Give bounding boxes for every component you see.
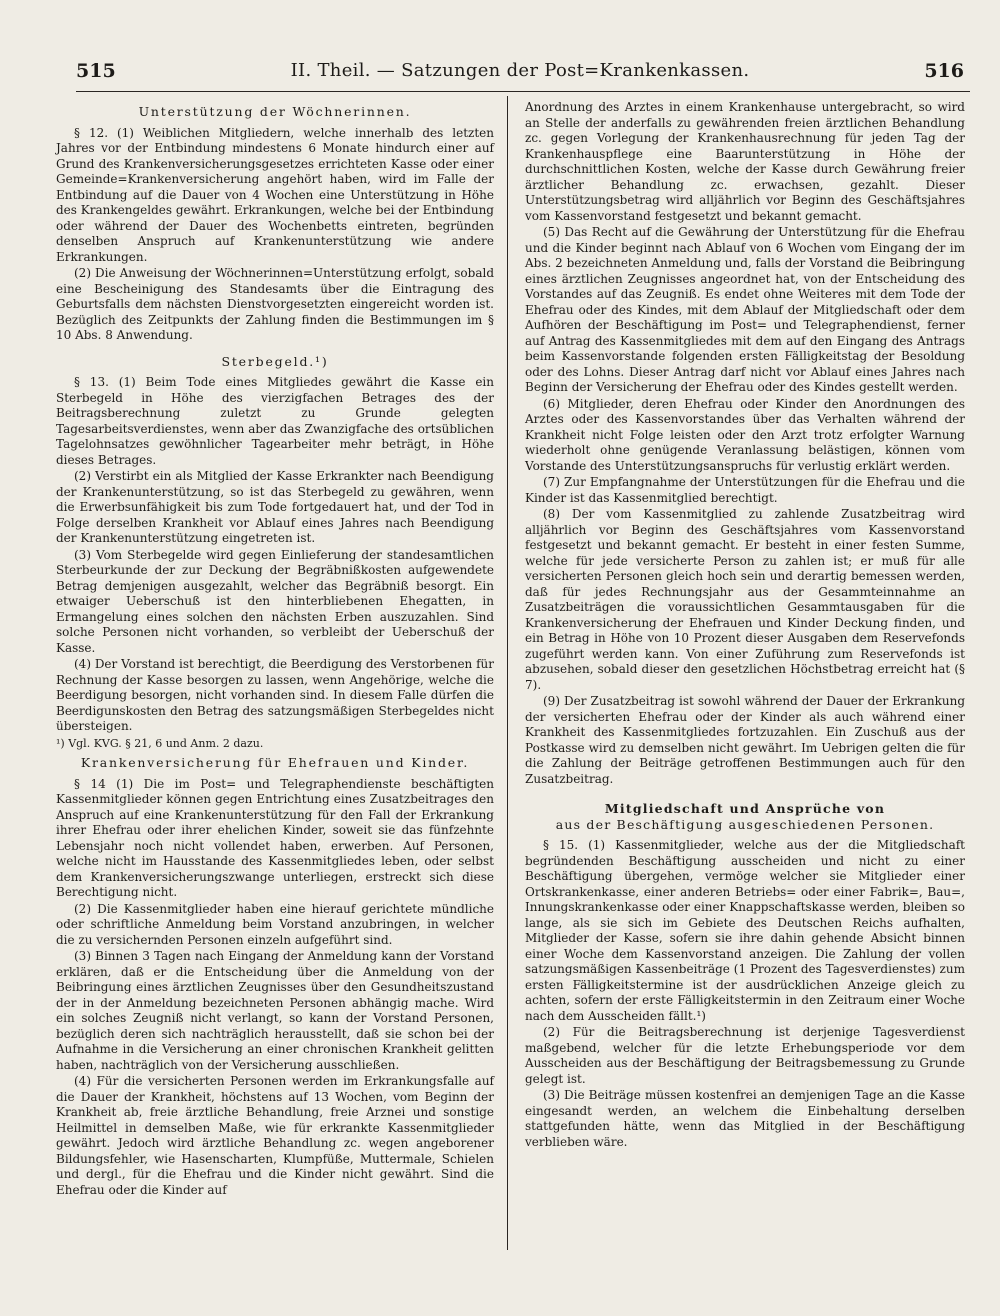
- right-column: [525, 100, 965, 1150]
- paragraph-12-2: (2) Die Anweisung der Wöchnerinnen=Unterstützung erfolgt, sobald eine Bescheinigung des Standesamts über die Eintragung des Geburtsfalls dem nächsten Dienstvorgesetzten eingereicht worden ist. Bezüglich des Zeitpunkts der Zahlung finden die Bestimmungen im § 10 Abs. 8 Anwendung.: [56, 266, 494, 342]
- section-heading-sterbegeld: Sterbegeld.¹): [221, 353, 329, 369]
- section-heading-mitgliedschaft-line2: aus der Beschäftigung ausgeschiedenen Personen.: [555, 816, 935, 832]
- paragraph-14-8: (8) Der vom Kassenmitglied zu zahlende Zusatzbeitrag wird alljährlich vor Beginn des Geschäftsjahres vom Kassenvorstand festgesetzt und bekannt gemacht. Er besteht in einer festen Summe, welche für jede versicherte Person zu zahlen ist; er muß für alle versicherten Personen gleich hoch sein und derartig bemessen werden, daß für jedes Rechnungsjahr aus der Gesammteinnahme an Zusatzbeiträgen die voraussichtlichen Gesammtausgaben für die Krankenversicherung der Ehefrauen und Kinder Deckung finden, und ein Betrag in Höhe von 10 Prozent dieser Ausgaben dem Reservefonds zugeführt werden kann. Von einer Zuführung zum Reservefonds ist abzusehen, sobald dieser den gesetzlichen Höchstbetrag erreicht hat (§ 7).: [525, 507, 965, 692]
- section-heading-mitgliedschaft: Mitgliedschaft und Ansprüche von: [604, 801, 886, 816]
- paragraph-12-1: § 12. (1) Weiblichen Mitgliedern, welche innerhalb des letzten Jahres vor der Entbindung mindestens 6 Monate hindurch einer auf Grund des Krankenversicherungsgesetzes errichteten Kasse oder einer Gemeinde=Krankenversicherung angehört haben, wird im Falle der Entbindung auf die Dauer von 4 Wochen eine Unterstützung in Höhe des Krankengeldes gewährt. Erkrankungen, welche bei der Entbindung oder während der Dauer des Wochenbetts eintreten, begründen denselben Anspruch auf Krankenunterstützung wie andere Erkrankungen.: [56, 125, 494, 264]
- section-heading-krankenversicherung: Krankenversicherung für Ehefrauen und Kinder.: [80, 755, 470, 770]
- running-header: [76, 56, 964, 88]
- paragraph-14-7: (7) Zur Empfangnahme der Unterstützungen für die Ehefrau und die Kinder ist das Kassenmitglied berechtigt.: [525, 475, 965, 505]
- paragraph-14-4: (4) Für die versicherten Personen werden im Erkrankungsfalle auf die Dauer der Krankheit, höchstens auf 13 Wochen, vom Beginn der Krankheit ab, freie ärztliche Behandlung, freie Arznei und sonstige Heilmittel in demselben Maße, wie für erkrankte Kassenmitglieder gewährt. Jedoch wird ärztliche Behandlung zc. wegen angeborener Bildungsfehler, wie Hasenscharten, Klumpfüße, Muttermale, Schielen und dergl., für die Ehefrau und die Kinder nicht gewährt. Sind die Ehefrau oder die Kinder auf: [56, 1074, 494, 1197]
- footnote: ¹) Vgl. KVG. § 21, 6 und Anm. 2 dazu.: [56, 736, 264, 750]
- paragraph-14-9: (9) Der Zusatzbeitrag ist sowohl während der Dauer der Erkrankung der versicherten Ehefrau oder der Kinder als auch während einer Krankheit des Kassenmitgliedes fortzuzahlen. Ein Zuschuß aus der Postkasse wird zu demselben nicht gewährt. Im Uebrigen gelten die für die Zahlung der Beiträge getroffenen Bestimmungen auch für den Zusatzbeitrag.: [525, 694, 965, 786]
- page-number-right: 516: [924, 60, 964, 82]
- paragraph-14-5: (5) Das Recht auf die Gewährung der Unterstützung für die Ehefrau und die Kinder beginnt nach Ablauf von 6 Wochen vom Eingang der im Abs. 2 bezeichneten Anmeldung und, falls der Vorstand die Beibringung eines ärztlichen Zeugnisses angeordnet hat, von der Entscheidung des Vorstandes auf das Zeugniß. Es endet ohne Weiteres mit dem Tode der Ehefrau oder des Kindes, mit dem Ablauf der Mitgliedschaft oder dem Aufhören der Beschäftigung im Post= und Telegraphendienst, ferner auf Antrag des Kassenmitgliedes mit dem auf den Eingang des Antrags beim Kassenvorstande folgenden ersten Fälligkeitstag der Besoldung oder des Lohns. Dieser Antrag darf nicht vor Ablauf eines Jahres nach Beginn der Versicherung der Ehefrau oder des Kindes gestellt werden.: [525, 225, 965, 394]
- paragraph-13-3: (3) Vom Sterbegelde wird gegen Einlieferung der standesamtlichen Sterbeurkunde der zur Deckung der Begräbnißkosten aufgewendete Betrag demjenigen ausgezahlt, welcher das Begräbniß besorgt. Ein etwaiger Ueberschuß ist den hinterbliebenen Ehegatten, in Ermangelung eines solchen den nächsten Erben auszuzahlen. Sind solche Personen nicht vorhanden, so verbleibt der Ueberschuß der Kasse.: [56, 547, 494, 655]
- paragraph-14-1: § 14 (1) Die im Post= und Telegraphendienste beschäftigten Kassenmitglieder können gegen Entrichtung eines Zusatzbeitrages den Anspruch auf eine Krankenunterstützung für den Fall der Erkrankung ihrer Ehefrau oder ihrer ehelichen Kinder, soweit sie das fünfzehnte Lebensjahr noch nicht vollendet haben, erwerben. Auf Personen, welche nicht im Hausstande des Kassenmitgliedes leben, oder selbst dem Krankenversicherungszwange unterliegen, erstreckt sich diese Berechtigung nicht.: [56, 776, 494, 899]
- paragraph-14-3: (3) Binnen 3 Tagen nach Eingang der Anmeldung kann der Vorstand erklären, daß er die Entscheidung über die Anmeldung von der Beibringung eines ärztlichen Zeugnisses über den Gesundheitszustand der in der Anmeldung bezeichneten Personen abhängig mache. Wird ein solches Zeugniß nicht verlangt, so kann der Vorstand Personen, bezüglich deren sich nachträglich herausstellt, daß sie schon bei der Aufnahme in die Versicherung an einer chronischen Krankheit gelitten haben, nachträglich von der Versicherung ausschließen.: [56, 949, 494, 1072]
- paragraph-15-2: (2) Für die Beitragsberechnung ist derjenige Tagesverdienst maßgebend, welcher für die letzte Erhebungsperiode vor dem Ausscheiden aus der Beschäftigung der Beitragsbemessung zu Grunde gelegt ist.: [525, 1025, 965, 1086]
- paragraph-14-2: (2) Die Kassenmitglieder haben eine hierauf gerichtete mündliche oder schriftliche Anmeldung beim Vorstand anzubringen, in welcher die zu versichernden Personen einzeln aufgeführt sind.: [56, 901, 494, 947]
- section-heading-woechnerinnen: Unterstützung der Wöchnerinnen.: [138, 104, 412, 119]
- paragraph-15-1: § 15. (1) Kassenmitglieder, welche aus der die Mitgliedschaft begründenden Beschäftigung ausscheiden und nicht zu einer Beschäftigung übergehen, vermöge welcher sie Mitglieder einer Ortskrankenkasse, einer anderen Betriebs= oder einer Fabrik=, Bau=, Innungskrankenkasse oder einer Knappschaftskasse werden, bleiben so lange, als sie sich im Gebiete des Deutschen Reichs aufhalten, Mitglieder der Kasse, sofern sie ihre dahin gehende Absicht binnen einer Woche dem Kassenvorstand anzeigen. Die Zahlung der vollen satzungsmäßigen Kassenbeiträge (1 Prozent des Tagesverdienstes) zum ersten Fälligkeitstermine ist der ausdrücklichen Anzeige gleich zu achten, sofern der erste Fälligkeitstermin in den Zeitraum einer Woche nach dem Ausscheiden fällt.¹): [525, 838, 965, 1023]
- running-title: II. Theil. — Satzungen der Post=Krankenkassen.: [290, 60, 750, 81]
- paragraph-13-1: § 13. (1) Beim Tode eines Mitgliedes gewährt die Kasse ein Sterbegeld in Höhe des vierzigfachen Betrages des der Beitragsberechnung zuletzt zu Grunde gelegten Tagesarbeitsverdienstes, wenn aber das Zwanzigfache des ortsüblichen Tagelohnsatzes gewöhnlicher Tagearbeiter mehr beträgt, in Höhe dieses Betrages.: [56, 375, 494, 467]
- column-divider: [507, 96, 508, 1250]
- paragraph-13-2: (2) Verstirbt ein als Mitglied der Kasse Erkrankter nach Beendigung der Krankenunterstützung, so ist das Sterbegeld zu gewähren, wenn die Erwerbsunfähigkeit bis zum Tode fortgedauert hat, und der Tod in Folge derselben Krankheit vor Ablauf eines Jahres nach Beendigung der Krankenunterstützung eingetreten ist.: [56, 469, 494, 545]
- header-rule: [76, 91, 970, 92]
- paragraph-13-4: (4) Der Vorstand ist berechtigt, die Beerdigung des Verstorbenen für Rechnung der Kasse besorgen zu lassen, wenn Angehörige, welche die Beerdigung besorgen, nicht vorhanden sind. In diesem Falle dürfen die Beerdigunskosten den Betrag des satzungsmäßigen Sterbegeldes nicht übersteigen.: [56, 657, 494, 733]
- left-column: [56, 100, 494, 1198]
- paragraph-14-4-continued: Anordnung des Arztes in einem Krankenhause untergebracht, so wird an Stelle der anderfalls zu gewährenden freien ärztlichen Behandlung zc. gegen Vorlegung der Krankenhausrechnung für jeden Tag der Krankenhauspflege eine Baarunterstützung in Höhe der durchschnittlichen Kosten, welche der Kasse durch Gewährung freier ärztlicher Behandlung zc. erwachsen, gezahlt. Dieser Unterstützungsbetrag wird alljährlich vor Beginn des Geschäftsjahres vom Kassenvorstand festgesetzt und bekannt gemacht.: [525, 100, 965, 223]
- paragraph-15-3: (3) Die Beiträge müssen kostenfrei an demjenigen Tage an die Kasse eingesandt werden, an welchem die Einbehaltung derselben stattgefunden hätte, wenn das Mitglied in der Beschäftigung verblieben wäre.: [525, 1088, 965, 1149]
- paragraph-14-6: (6) Mitglieder, deren Ehefrau oder Kinder den Anordnungen des Arztes oder des Kassenvorstandes über das Verhalten während der Krankheit nicht Folge leisten oder den Arzt trotz erfolgter Warnung wiederholt ohne genügende Veranlassung belästigen, können vom Vorstande des Unterstützungsanspruchs für verlustig erklärt werden.: [525, 396, 965, 473]
- page-number-left: 515: [76, 60, 116, 82]
